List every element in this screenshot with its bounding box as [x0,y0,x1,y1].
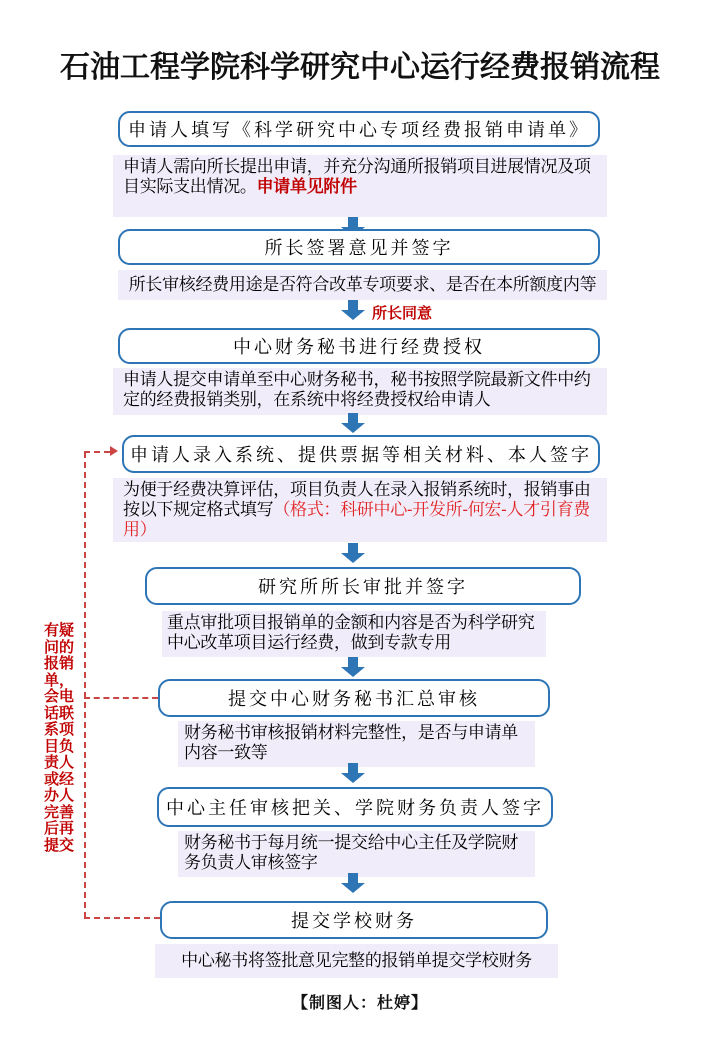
step-description [113,155,607,217]
flow-step-label: 中心财务秘书进行经费授权 [233,337,485,358]
flow-step-box-secretary-review [158,679,550,717]
down-arrow-icon [341,300,365,320]
description-text: 所长审核经费用途是否符合改革专项要求、是否在本所额度内等 [128,275,597,294]
step-description [113,368,607,415]
description-text: 财务秘书审核报销材料完整性，是否与申请单内容一致等 [184,723,518,762]
step-description [118,270,607,300]
description-highlight: （格式：科研中心-开发所-何宏-人才引育费用） [123,500,590,539]
step-description [178,721,535,767]
flow-step-label: 所长签署意见并签字 [264,238,454,259]
arrow-condition-label: 所长同意 [372,305,433,322]
step-description [155,944,558,978]
feedback-arrowhead-icon [110,446,118,456]
flow-step-box-submit-university-finance [160,901,548,939]
flow-step-box-center-director-sign [157,787,553,827]
feedback-side-note: 有疑问的报销单，会电话联系项目负责人或经办人完善后再提交 [44,622,75,854]
down-arrow-icon [341,657,365,677]
down-arrow-icon [341,873,365,893]
description-text: 财务秘书于每月统一提交给中心主任及学院财务负责人审核签字 [184,833,518,872]
description-text: 申请人需向所长提出申请，并充分沟通所报销项目进展情况及项目实际支出情况。 [123,157,591,196]
author-credit: 【制图人：杜婷】 [291,995,428,1012]
feedback-dashed-line-from-finance [84,917,160,919]
description-highlight: 申请单见附件 [256,177,357,196]
feedback-dashed-line-vertical [84,452,86,918]
flow-step-label: 提交中心财务秘书汇总审核 [228,689,480,710]
flow-step-box-system-entry [122,435,600,473]
description-text: 中心秘书将签批意见完整的报销单提交学校财务 [181,951,532,970]
flow-step-label: 提交学校财务 [291,911,417,932]
flow-step-label: 研究所所长审批并签字 [258,577,468,598]
flow-step-box-budget-authorization [118,328,600,364]
step-description [162,611,546,657]
feedback-dashed-line-from-review [84,697,158,699]
flow-step-box-fill-application [118,111,600,147]
flow-step-box-director-sign [118,229,600,265]
step-description [178,831,535,877]
flow-step-label: 中心主任审核把关、学院财务负责人签字 [166,798,544,819]
flow-step-box-institute-approval [145,567,581,605]
description-text: 申请人提交申请单至中心财务秘书，秘书按照学院最新文件中约定的经费报销类别，在系统中将经费授权给申请人 [123,370,591,409]
step-description [113,478,607,542]
description-text: 重点审批项目报销单的金额和内容是否为科学研究中心改革项目运行经费，做到专款专用 [167,613,535,652]
flow-step-label: 申请人填写《科学研究中心专项经费报销申请单》 [128,120,590,141]
description-text: 为便于经费决算评估，项目负责人在录入报销系统时，报销事由按以下规定格式填写 [123,480,591,519]
flow-step-label: 申请人录入系统、提供票据等相关材料、本人签字 [130,445,592,466]
page-title: 石油工程学院科学研究中心运行经费报销流程 [60,51,660,84]
down-arrow-icon [341,763,365,783]
feedback-dashed-line-to-entry [84,451,110,453]
down-arrow-icon [341,543,365,563]
down-arrow-icon [341,413,365,433]
